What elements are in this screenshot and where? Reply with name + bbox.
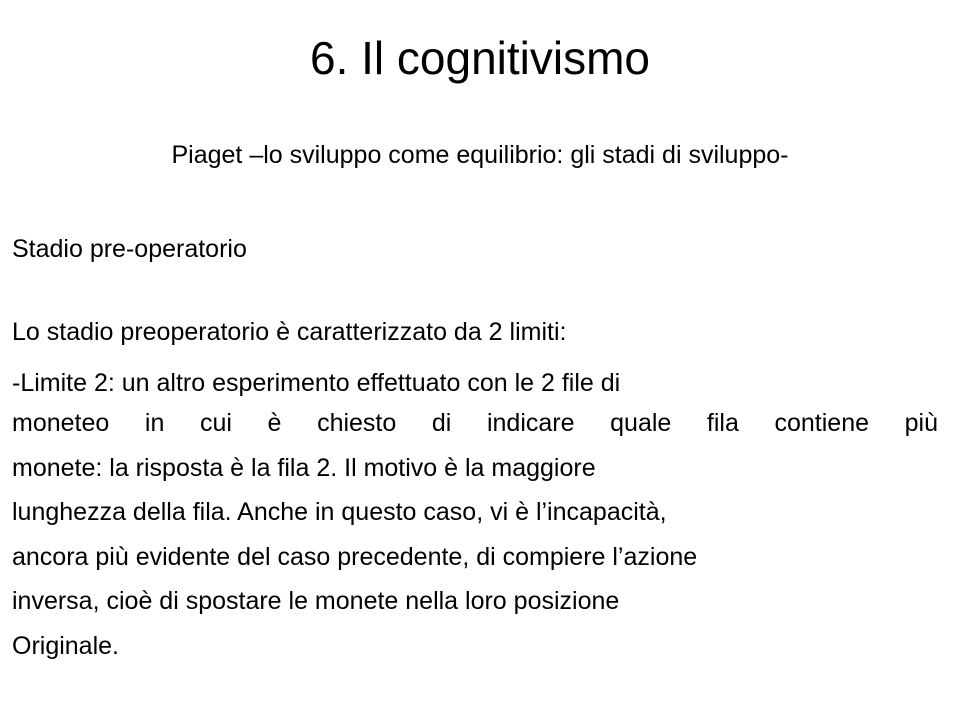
- body-line: monete: la risposta è la fila 2. Il motivo è la maggiore: [12, 454, 596, 482]
- section-heading: Stadio pre-operatorio: [12, 235, 247, 263]
- body-line: Originale.: [12, 632, 119, 660]
- slide-title: 6. Il cognitivismo: [309, 32, 650, 84]
- slide-subtitle: Piaget –lo sviluppo come equilibrio: gli stadi di sviluppo-: [171, 141, 789, 169]
- intro-text: Lo stadio preoperatorio è caratterizzato da 2 limiti:: [12, 318, 567, 346]
- body-line: moneteo in cui è chiesto di indicare quale fila contiene più: [12, 409, 938, 437]
- body-line: lunghezza della fila. Anche in questo caso, vi è l’incapacità,: [12, 498, 667, 526]
- body-line: ancora più evidente del caso precedente, di compiere l’azione: [12, 543, 698, 571]
- body-line: -Limite 2: un altro esperimento effettuato con le 2 file di: [12, 369, 621, 397]
- body-line: inversa, cioè di spostare le monete nella loro posizione: [12, 587, 620, 615]
